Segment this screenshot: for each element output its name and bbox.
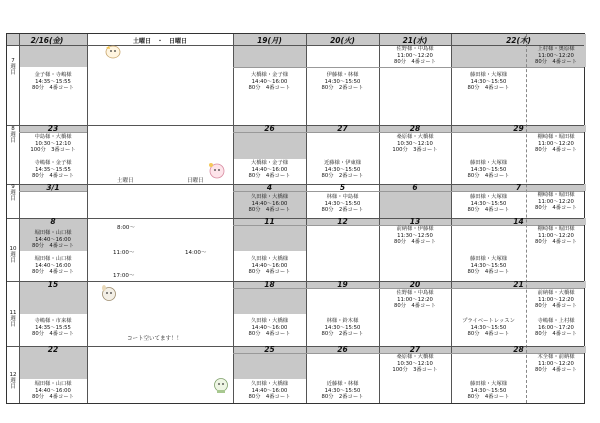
day-number: 14 xyxy=(513,217,524,226)
lesson-entry: 堀田様・山口様 14:40～16:00 80分 4番コート xyxy=(32,230,74,249)
lesson-entry: 棚崎様・堀田様 11:00～12:20 80分 4番コート xyxy=(535,192,577,211)
weekend-time: 8:00～ xyxy=(117,225,135,231)
lesson-entry: 上村様・奥原様 11:00～12:20 80分 4番コート xyxy=(535,46,577,65)
lesson-entry: 中島様・大橋様 10:30～12:10 100分 3番コート xyxy=(30,134,76,153)
weekend-time: 14:00～ xyxy=(185,250,207,256)
lesson-entry: 桑原様・大橋様 10:30～12:10 100分 3番コート xyxy=(392,354,438,373)
lesson-entry: 藤田様・大塚様 14:30～15:50 80分 4番コート xyxy=(467,194,510,213)
day-number: 22 xyxy=(47,345,59,354)
weekend-sun-label: 日曜日 xyxy=(187,178,204,184)
day-number: 11 xyxy=(264,217,275,226)
row-line xyxy=(233,67,584,68)
day-number: 27 xyxy=(409,345,421,354)
day-number: 23 xyxy=(47,124,59,133)
lesson-entry: 大橋様・金子様 14:40～16:00 80分 4番コート xyxy=(248,72,291,91)
header-tue: 20(火) xyxy=(330,36,355,45)
lesson-entry: 佐野様・中島様 11:00～12:20 80分 4番コート xyxy=(394,290,436,309)
day-number: 28 xyxy=(513,345,524,354)
weekend-time: 17:00～ xyxy=(113,273,135,279)
day-number: 21 xyxy=(513,280,524,289)
day-number: 3/1 xyxy=(46,183,60,192)
lesson-entry: 大橋様・金子様 14:40～16:00 80分 4番コート xyxy=(248,160,291,179)
lesson-entry: 伊藤様・林様 14:30～15:50 80分 2番コート xyxy=(321,72,364,91)
day-number: 26 xyxy=(264,124,275,133)
lesson-entry: 桑原様・大橋様 10:30～12:10 100分 3番コート xyxy=(392,134,438,153)
lesson-entry: 藤田様・大塚様 14:30～15:50 80分 4番コート xyxy=(467,381,510,400)
day-number: 20 xyxy=(409,280,421,289)
day-number: 5 xyxy=(339,183,346,192)
week-label: 7 週 目 xyxy=(10,58,16,76)
day-number: 15 xyxy=(47,280,59,289)
day-number: 13 xyxy=(409,217,421,226)
lesson-entry: 堀田様・山口様 14:40～16:00 80分 4番コート xyxy=(32,381,74,400)
lesson-entry: 近藤様・林様 14:30～15:50 80分 2番コート xyxy=(321,381,364,400)
decorative-character-icon xyxy=(103,42,123,60)
lesson-entry: 寺嶋様・市来様 14:35～15:55 80分 4番コート xyxy=(32,318,74,337)
week-label: 11 週 目 xyxy=(9,310,17,328)
lesson-entry: 前納様・伊藤様 11:30～12:50 80分 4番コート xyxy=(394,226,436,245)
lesson-entry: 久田様・大橋様 14:40～16:00 80分 4番コート xyxy=(248,381,291,400)
header-wed: 21(水) xyxy=(402,36,428,45)
lesson-entry: 佐野様・中島様 11:00～12:20 80分 4番コート xyxy=(394,46,436,65)
day-number: 4 xyxy=(266,183,273,192)
lesson-entry: 近藤様・伊東様 14:30～15:50 80分 2番コート xyxy=(321,160,364,179)
day-number: 18 xyxy=(264,280,275,289)
day-number: 8 xyxy=(50,217,56,226)
decorative-character-icon xyxy=(207,162,227,180)
weekend-note: コート空いてます！！ xyxy=(127,336,183,342)
weekend-time: 11:00～ xyxy=(113,250,135,256)
lesson-entry: 久田様・大橋様 14:40～16:00 80分 4番コート xyxy=(248,194,291,213)
lesson-entry: 寺嶋様・上村様 16:00～17:20 80分 4番コート xyxy=(535,318,577,337)
header-weekend: 土曜日 ・ 日曜日 xyxy=(132,38,187,45)
lesson-entry: 金子様・寺嶋様 14:35～15:55 80分 4番コート xyxy=(32,72,74,91)
header-mon: 19(月) xyxy=(257,36,282,45)
schedule-table xyxy=(6,33,585,404)
lesson-entry: 藤田様・大塚様 14:30～15:50 80分 4番コート xyxy=(467,72,510,91)
lesson-entry: 久田様・大橋様 14:40～16:00 80分 4番コート xyxy=(248,256,291,275)
day-number: 25 xyxy=(264,345,275,354)
lesson-entry: 寺嶋様・金子様 14:35～15:55 80分 4番コート xyxy=(32,160,74,179)
week-label: 10 週 目 xyxy=(9,246,17,264)
day-number: 28 xyxy=(409,124,421,133)
header-date: 2/16(金) xyxy=(30,36,64,45)
lesson-entry: 棚崎様・堀田様 11:00～12:20 80分 4番コート xyxy=(535,134,577,153)
decorative-character-icon xyxy=(99,284,119,302)
lesson-entry: 藤田様・大塚様 14:30～15:50 80分 4番コート xyxy=(467,160,510,179)
week-label: 12 週 目 xyxy=(9,372,17,390)
lesson-entry: 藤田様・大塚様 14:30～15:50 80分 4番コート xyxy=(467,256,510,275)
day-number: 7 xyxy=(515,183,522,192)
day-number: 29 xyxy=(513,124,524,133)
decorative-character-icon xyxy=(211,376,231,394)
day-number: 27 xyxy=(337,124,348,133)
lesson-entry: プライベートレッスン 14:30～15:50 80分 4番コート xyxy=(462,318,515,337)
shade-r1-mon xyxy=(233,45,306,67)
day-number: 19 xyxy=(337,280,348,289)
lesson-entry: 林様・鈴木様 14:30～15:50 80分 2番コート xyxy=(321,318,364,337)
lesson-entry: 前納様・大橋様 11:00～12:20 80分 4番コート xyxy=(535,290,577,309)
day-number: 26 xyxy=(337,345,348,354)
lesson-entry: 棚崎様・堀田様 11:00～12:20 80分 4番コート xyxy=(535,226,577,245)
week-label: 8 週 目 xyxy=(10,126,16,144)
weekend-sat-label: 土曜日 xyxy=(117,178,134,184)
week-label: 9 週 目 xyxy=(10,184,16,202)
lesson-entry: 堀田様・山口様 14:40～16:00 80分 4番コート xyxy=(32,256,74,275)
lesson-entry: 久田様・大橋様 14:40～16:00 80分 4番コート xyxy=(248,318,291,337)
header-thu: 22(木) xyxy=(506,36,531,45)
day-number: 6 xyxy=(412,183,418,192)
shade-r1-fri xyxy=(19,45,87,67)
lesson-entry: 木全様・前納様 11:00～12:20 80分 4番コート xyxy=(535,354,577,373)
lesson-entry: 林様・中島様 14:30～15:50 80分 2番コート xyxy=(321,194,364,213)
day-number: 12 xyxy=(337,217,348,226)
